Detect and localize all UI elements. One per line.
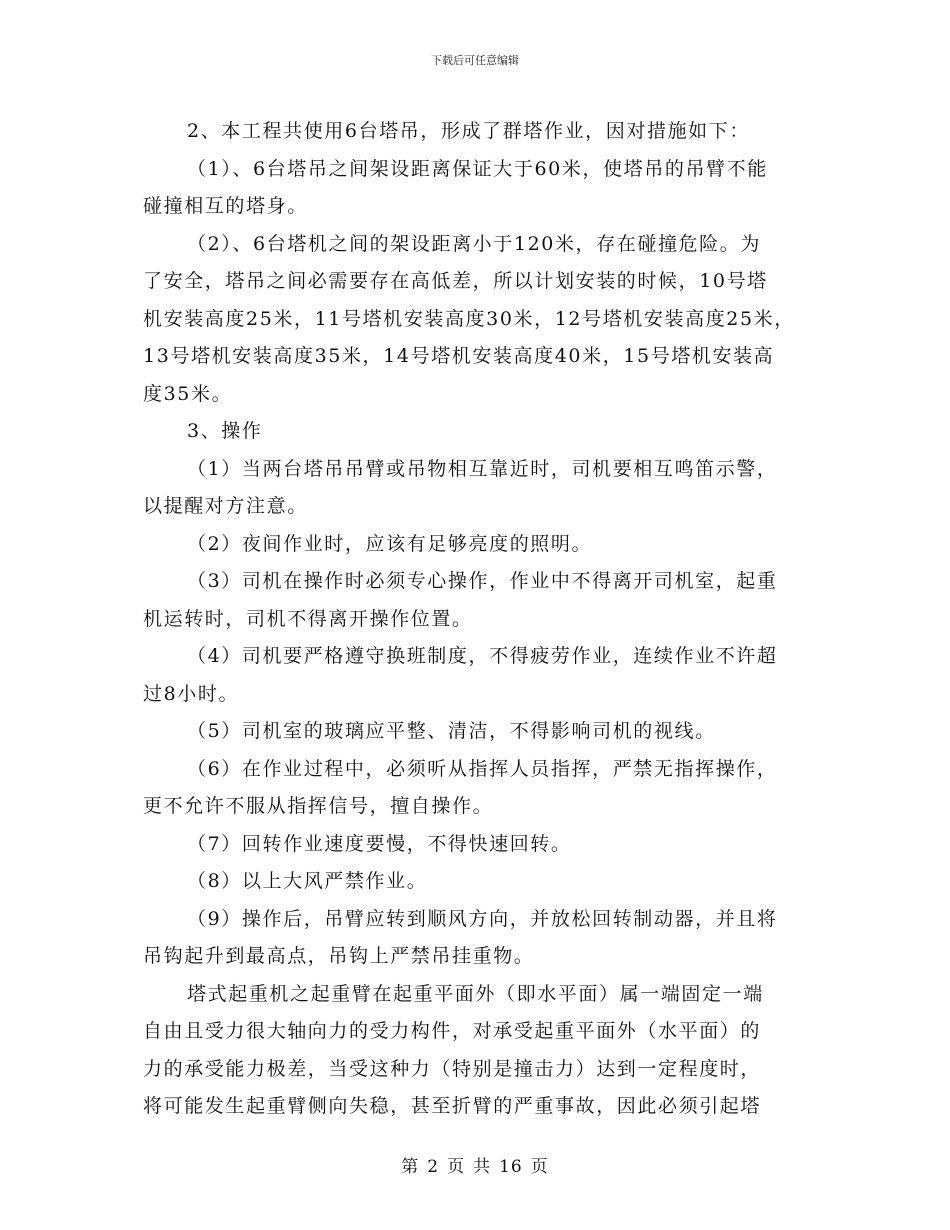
paragraph-line: 机安装高度25米，11号塔机安装高度30米，12号塔机安装高度25米， (143, 307, 795, 330)
paragraph-line: 更不允许不服从指挥信号，擅自操作。 (143, 795, 494, 817)
paragraph-line: 2、本工程共使用6台塔吊，形成了群塔作业，因对措施如下： (187, 120, 750, 142)
paragraph-line: （1）、6台塔吊之间架设距离保证大于60米，使塔吊的吊臂不能 (187, 157, 768, 180)
paragraph-line: （2）夜间作业时，应该有足够亮度的照明。 (187, 532, 593, 555)
page-footer (0, 1152, 950, 1177)
paragraph-line: 过8小时。 (143, 682, 240, 705)
paragraph-line: 度35米。 (143, 382, 233, 405)
page-number: 2 (427, 1157, 440, 1177)
paragraph-line: （6）在作业过程中，必须听从指挥人员指挥，严禁无指挥操作， (187, 757, 778, 780)
paragraph-line: （2）、6台塔机之间的架设距离小于120米，存在碰撞危险。为 (187, 232, 761, 255)
paragraph-line: （9）操作后，吊臂应转到顺风方向，并放松回转制动器，并且将 (187, 907, 778, 930)
paragraph-line: 吊钩起升到最高点，吊钩上严禁吊挂重物。 (143, 945, 535, 967)
paragraph-line: 自由且受力很大轴向力的受力构件，对承受起重平面外（水平面）的 (143, 1020, 762, 1042)
paragraph-line: 机运转时，司机不得离开操作位置。 (143, 607, 473, 630)
page-header-note: 下载后可任意编辑 (431, 54, 519, 67)
document-body (143, 113, 823, 1126)
paragraph-line: 13号塔机安装高度35米，14号塔机安装高度40米，15号塔机安装高 (143, 345, 775, 367)
paragraph-line: 了安全，塔吊之间必需要存在高低差，所以计划安装的时候，10号塔 (143, 270, 768, 292)
paragraph-line: 碰撞相互的塔身。 (143, 195, 308, 217)
page-total: 16 (499, 1157, 523, 1177)
paragraph-line: 以提醒对方注意。 (143, 495, 308, 517)
footer-di: 第 (401, 1157, 420, 1177)
paragraph-line: （5）司机室的玻璃应平整、清洁，不得影响司机的视线。 (187, 720, 716, 742)
paragraph-line: 力的承受能力极差，当受这种力（特别是撞击力）达到一定程度时， (143, 1057, 762, 1080)
section-heading: 3、操作 (187, 420, 263, 442)
footer-ye: 页 (447, 1157, 466, 1177)
paragraph-line: （4）司机要严格遵守换班制度，不得疲劳作业，连续作业不许超 (187, 645, 778, 667)
footer-gong: 共 (473, 1157, 492, 1177)
paragraph-line: （8）以上大风严禁作业。 (187, 870, 428, 892)
paragraph-line: 将可能发生起重臂侧向失稳，甚至折臂的严重事故，因此必须引起塔 (143, 1095, 762, 1117)
paragraph-line: 塔式起重机之起重臂在起重平面外（即水平面）属一端固定一端 (187, 982, 764, 1005)
paragraph-line: （3）司机在操作时必须专心操作，作业中不得离开司机室，起重 (187, 570, 778, 592)
paragraph-line: （1）当两台塔吊吊臂或吊物相互靠近时，司机要相互鸣笛示警， (187, 457, 778, 480)
footer-ye-end: 页 (530, 1157, 549, 1177)
paragraph-line: （7）回转作业速度要慢，不得快速回转。 (187, 832, 572, 855)
